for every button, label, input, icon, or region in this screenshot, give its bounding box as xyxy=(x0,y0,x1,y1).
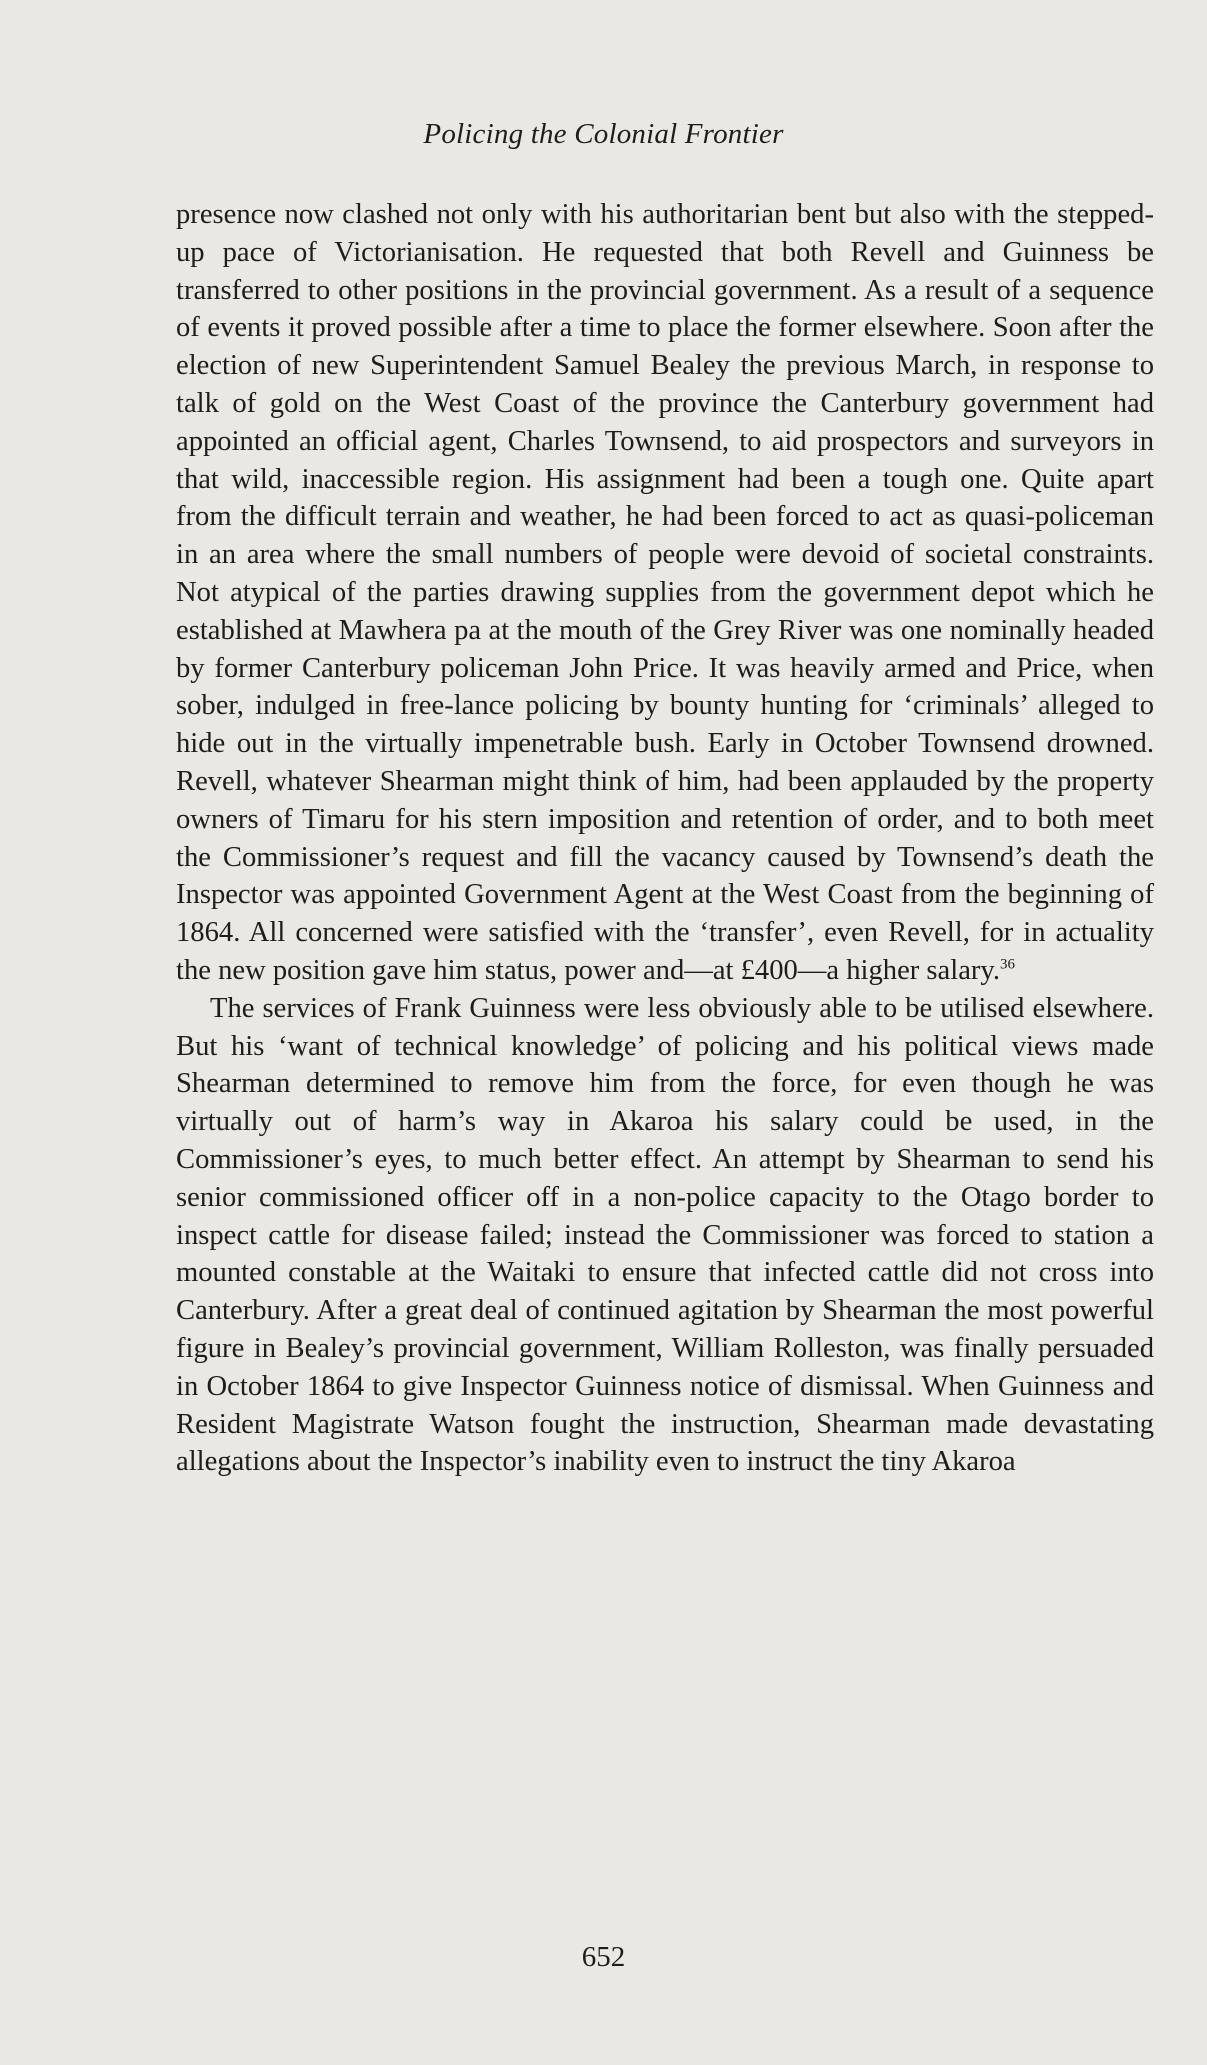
paragraph-text: presence now clashed not only with his authoritarian bent but also with the stepped-up pace of Victorianisation. He requested that both Revell and Guinness be transferred to other positions in the provincial government. As a result of a sequence of events it proved possible after a time to place the former elsewhere. Soon after the election of new Superintendent Samuel Bealey the previous March, in response to talk of gold on the West Coast of the province the Canterbury government had appointed an official agent, Charles Townsend, to aid prospectors and surveyors in that wild, inaccessible region. His assignment had been a tough one. Quite apart from the difficult terrain and weather, he had been forced to act as quasi-policeman in an area where the small numbers of people were devoid of societal constraints. Not atypical of the parties drawing supplies from the government depot which he established at Mawhera pa at the mouth of the Grey River was one nominally headed by former Canterbury policeman John Price. It was heavily armed and Price, when sober, indulged in free-lance policing by bounty hunting for ‘criminals’ alleged to hide out in the virtually impenetrable bush. Early in October Townsend drowned. Revell, whatever Shearman might think of him, had been applauded by the property owners of Timaru for his stern imposition and retention of order, and to both meet the Commissioner’s request and fill the vacancy caused by Townsend’s death the Inspector was appointed Government Agent at the West Coast from the beginning of 1864. All concerned were satisfied with the ‘transfer’, even Revell, for in actuality the new position gave him status, power and—at £400—a higher salary. xyxy=(176,199,1154,986)
paragraph xyxy=(176,990,1154,1481)
footnote-reference: 36 xyxy=(1000,956,1015,973)
body-text xyxy=(176,196,1154,1481)
paragraph-text: The services of Frank Guinness were less obviously able to be utilised elsewhere. But his ‘want of technical knowledge’ of policing and his political views made Shearman determined to remove him from the force, for even though he was virtually out of harm’s way in Akaroa his salary could be used, in the Commissioner’s eyes, to much better effect. An attempt by Shearman to send his senior commissioned officer off in a non-police capacity to the Otago border to inspect cattle for disease failed; instead the Commissioner was forced to station a mounted constable at the Waitaki to ensure that infected cattle did not cross into Canterbury. After a great deal of continued agitation by Shearman the most powerful figure in Bealey’s provincial government, William Rolleston, was finally persuaded in October 1864 to give Inspector Guinness notice of dismissal. When Guinness and Resident Magistrate Watson fought the instruction, Shearman made devastating allegations about the Inspector’s inability even to instruct the tiny Akaroa xyxy=(176,992,1154,1478)
running-header: Policing the Colonial Frontier xyxy=(423,118,784,150)
paragraph xyxy=(176,196,1154,990)
page-number: 652 xyxy=(581,1941,626,1973)
